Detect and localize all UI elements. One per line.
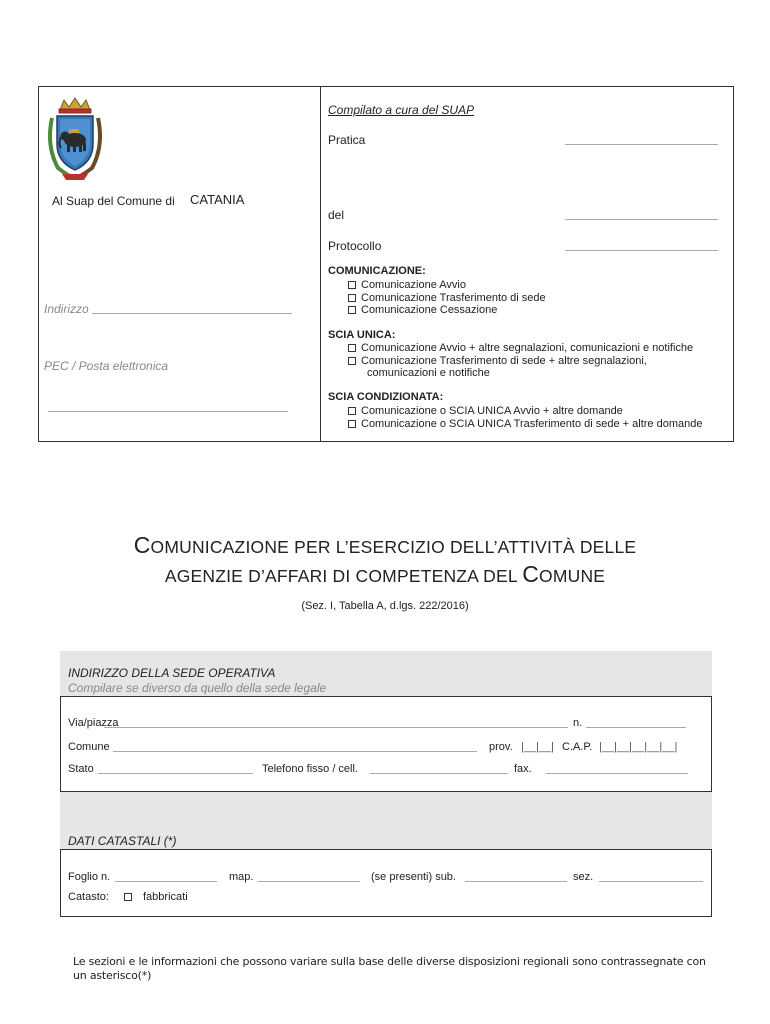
catastali-form-box (60, 849, 712, 917)
pratica-label: Pratica (328, 133, 366, 147)
del-line[interactable] (565, 219, 718, 220)
catastali-heading: DATI CATASTALI (*) (68, 834, 177, 848)
indirizzo-label: Indirizzo (44, 302, 89, 316)
form-subtitle: (Sez. I, Tabella A, d.lgs. 222/2016) (301, 600, 469, 612)
stato-label: Stato (68, 763, 94, 775)
foglio-label: Foglio n. (68, 871, 111, 883)
checkbox[interactable] (348, 281, 356, 289)
sub-label: (se presenti) sub. (371, 871, 456, 883)
comune-input[interactable] (113, 751, 477, 752)
option-fabbricati[interactable]: fabbricati (124, 891, 188, 904)
telefono-label: Telefono fisso / cell. (262, 763, 358, 775)
indirizzo-line[interactable] (92, 313, 292, 314)
option-comunicazione-cessazione[interactable]: Comunicazione Cessazione (348, 304, 546, 317)
fax-label: fax. (514, 763, 532, 775)
option-scia-unica-avvio[interactable]: Comunicazione Avvio + altre segnalazioni, comunicazioni e notifiche (348, 342, 693, 355)
checkbox[interactable] (348, 407, 356, 415)
form-title-line-2: AGENZIE D’AFFARI DI COMPETENZA DEL COMUNE (164, 561, 606, 587)
comunicazione-heading: COMUNICAZIONE: (328, 265, 426, 277)
checkbox[interactable] (348, 357, 356, 365)
form-title-line-1: COMUNICAZIONE PER L’ESERCIZIO DELL’ATTIVITÀ DELLE (133, 532, 637, 558)
sede-subheading: Compilare se diverso da quello della sede legale (68, 681, 327, 695)
option-comunicazione-avvio[interactable]: Comunicazione Avvio (348, 279, 546, 292)
option-condizionata-trasferimento[interactable]: Comunicazione o SCIA UNICA Trasferimento di sede + altre domande (348, 418, 702, 431)
sede-heading: INDIRIZZO DELLA SEDE OPERATIVA (68, 666, 276, 680)
scia-unica-heading: SCIA UNICA: (328, 329, 396, 341)
catasto-label: Catasto: (68, 891, 109, 903)
protocollo-line[interactable] (565, 250, 718, 251)
recipient-label: Al Suap del Comune di (52, 194, 175, 208)
via-label: Via/piazza (68, 717, 119, 729)
option-scia-unica-trasferimento[interactable]: Comunicazione Trasferimento di sede + altre segnalazioni, (348, 355, 693, 368)
prov-label: prov. (489, 741, 513, 753)
telefono-input[interactable] (370, 773, 508, 774)
sez-label: sez. (573, 871, 594, 883)
checkbox[interactable] (348, 420, 356, 428)
stato-input[interactable] (98, 773, 253, 774)
cap-input[interactable]: |__|__|__|__|__| (599, 741, 678, 753)
prov-input[interactable]: |__|__| (521, 741, 555, 753)
checkbox[interactable] (124, 893, 132, 901)
municipal-crest-icon (44, 96, 106, 182)
checkbox[interactable] (348, 306, 356, 314)
numero-input[interactable] (586, 727, 686, 728)
map-label: map. (229, 871, 254, 883)
sub-input[interactable] (465, 881, 567, 882)
footnote: Le sezioni e le informazioni che possono variare sulla base delle diverse disposizioni regionali sono contrassegnate con un asterisco(*) (73, 955, 706, 982)
map-input[interactable] (258, 881, 360, 882)
numero-label: n. (573, 717, 583, 729)
comunicazione-options (348, 279, 546, 317)
foglio-input[interactable] (115, 881, 217, 882)
header-box (38, 86, 734, 442)
suap-caption: Compilato a cura del SUAP (328, 103, 475, 117)
recipient-city: CATANIA (190, 192, 245, 207)
scia-condizionata-heading: SCIA CONDIZIONATA: (328, 391, 444, 403)
pec-line[interactable] (48, 411, 288, 412)
option-comunicazione-trasferimento[interactable]: Comunicazione Trasferimento di sede (348, 292, 546, 305)
fax-input[interactable] (546, 773, 688, 774)
option-continuation: comunicazioni e notifiche (367, 367, 490, 379)
scia-condizionata-options (348, 405, 702, 430)
pec-label: PEC / Posta elettronica (44, 359, 169, 373)
scia-unica-options (348, 342, 693, 380)
option-condizionata-avvio[interactable]: Comunicazione o SCIA UNICA Avvio + altre domande (348, 405, 702, 418)
del-label: del (328, 208, 345, 222)
protocollo-label: Protocollo (328, 239, 382, 253)
cap-label: C.A.P. (562, 741, 593, 753)
comune-label: Comune (68, 741, 110, 753)
checkbox[interactable] (348, 294, 356, 302)
checkbox[interactable] (348, 344, 356, 352)
header-divider (320, 86, 321, 442)
sez-input[interactable] (599, 881, 703, 882)
pratica-line[interactable] (565, 144, 718, 145)
via-input[interactable] (104, 727, 568, 728)
